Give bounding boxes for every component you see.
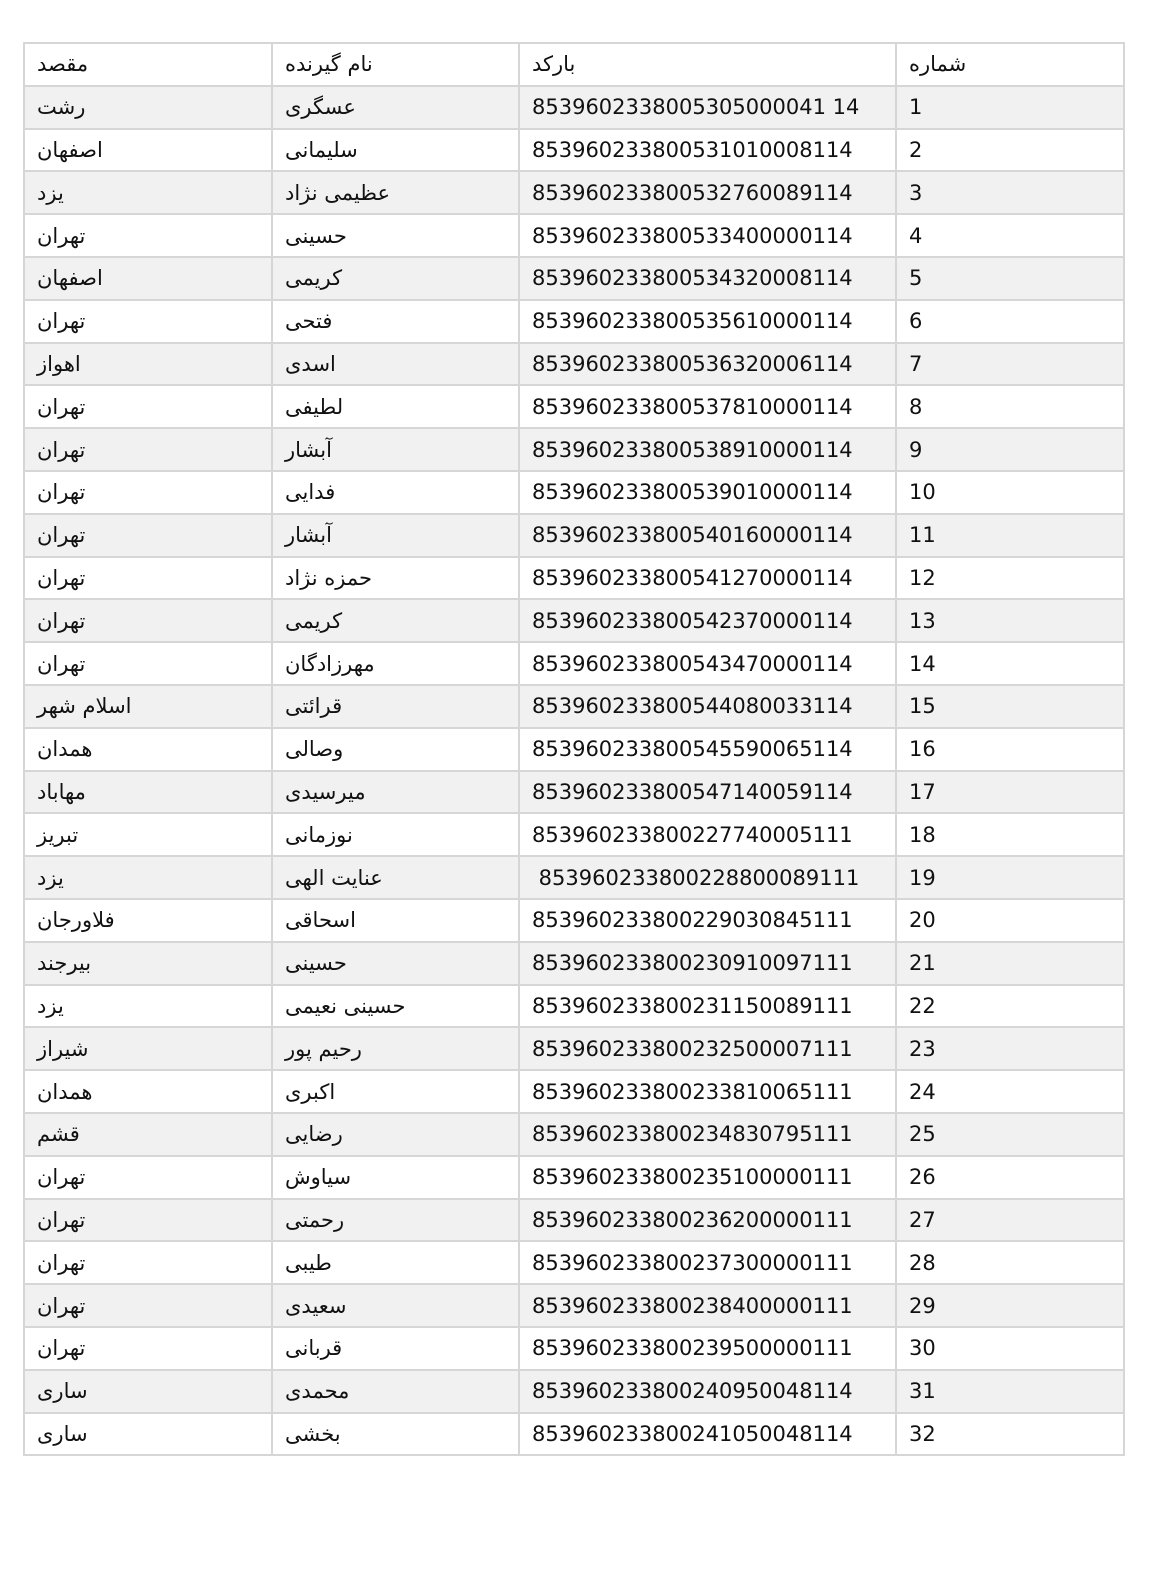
barcode-cell: 853960233800536320006114 (519, 343, 896, 386)
header-destination: مقصد (24, 43, 272, 86)
table-row (24, 1370, 1124, 1413)
recipient-cell: فتحی (272, 300, 519, 343)
recipient-cell: طیبی (272, 1241, 519, 1284)
recipient-cell: عسگری (272, 86, 519, 129)
number-cell: 16 (896, 728, 1124, 771)
table-row (24, 385, 1124, 428)
recipient-cell: اسدی (272, 343, 519, 386)
destination-cell: تهران (24, 557, 272, 600)
table-row (24, 557, 1124, 600)
table-row (24, 728, 1124, 771)
recipient-cell: حسینی (272, 214, 519, 257)
table-header-row (24, 43, 1124, 86)
number-cell: 31 (896, 1370, 1124, 1413)
destination-cell: یزد (24, 856, 272, 899)
recipient-cell: سلیمانی (272, 129, 519, 172)
barcode-cell: 853960233800240950048114 (519, 1370, 896, 1413)
number-cell: 12 (896, 557, 1124, 600)
recipient-cell: وصالی (272, 728, 519, 771)
table-row (24, 343, 1124, 386)
number-cell: 6 (896, 300, 1124, 343)
barcode-cell: 853960233800535610000114 (519, 300, 896, 343)
destination-cell: اصفهان (24, 129, 272, 172)
number-cell: 5 (896, 257, 1124, 300)
table-row (24, 428, 1124, 471)
recipient-cell: رضایی (272, 1113, 519, 1156)
table-row (24, 1070, 1124, 1113)
table-row (24, 856, 1124, 899)
recipient-cell: نوزمانی (272, 813, 519, 856)
destination-cell: اسلام شهر (24, 685, 272, 728)
recipient-cell: رحیم پور (272, 1027, 519, 1070)
table-row (24, 1199, 1124, 1242)
recipient-cell: اسحاقی (272, 899, 519, 942)
barcode-cell: 853960233800532760089114 (519, 171, 896, 214)
barcode-cell: 853960233800547140059114 (519, 771, 896, 814)
destination-cell: تهران (24, 1327, 272, 1370)
table-row (24, 599, 1124, 642)
barcode-cell: 853960233800541270000114 (519, 557, 896, 600)
destination-cell: یزد (24, 985, 272, 1028)
number-cell: 7 (896, 343, 1124, 386)
recipient-cell: سعیدی (272, 1284, 519, 1327)
table-row (24, 1413, 1124, 1456)
table-row (24, 771, 1124, 814)
number-cell: 24 (896, 1070, 1124, 1113)
number-cell: 11 (896, 514, 1124, 557)
recipient-cell: مهرزادگان (272, 642, 519, 685)
table-row (24, 1027, 1124, 1070)
barcode-cell: 853960233800229030845111 (519, 899, 896, 942)
number-cell: 4 (896, 214, 1124, 257)
barcode-cell: 853960233800544080033114 (519, 685, 896, 728)
destination-cell: تهران (24, 214, 272, 257)
number-cell: 25 (896, 1113, 1124, 1156)
barcode-cell: 853960233800231150089111 (519, 985, 896, 1028)
barcode-cell: 853960233800543470000114 (519, 642, 896, 685)
number-cell: 29 (896, 1284, 1124, 1327)
table-row (24, 471, 1124, 514)
number-cell: 23 (896, 1027, 1124, 1070)
table-row (24, 899, 1124, 942)
table-row (24, 985, 1124, 1028)
table-row (24, 514, 1124, 557)
barcode-cell: 853960233800230910097111 (519, 942, 896, 985)
recipient-cell: بخشی (272, 1413, 519, 1456)
barcode-cell: 853960233800233810065111 (519, 1070, 896, 1113)
number-cell: 3 (896, 171, 1124, 214)
destination-cell: تهران (24, 1241, 272, 1284)
destination-cell: تهران (24, 599, 272, 642)
destination-cell: تهران (24, 514, 272, 557)
recipient-cell: عنایت الهی (272, 856, 519, 899)
table-row (24, 300, 1124, 343)
destination-cell: تهران (24, 1284, 272, 1327)
barcode-cell: 853960233800538910000114 (519, 428, 896, 471)
destination-cell: تبریز (24, 813, 272, 856)
destination-cell: تهران (24, 300, 272, 343)
recipient-cell: لطیفی (272, 385, 519, 428)
recipient-cell: اکبری (272, 1070, 519, 1113)
destination-cell: مهاباد (24, 771, 272, 814)
destination-cell: همدان (24, 728, 272, 771)
table-row (24, 1113, 1124, 1156)
destination-cell: تهران (24, 428, 272, 471)
barcode-cell: 853960233800228800089111 (519, 856, 896, 899)
header-recipient: نام گیرنده (272, 43, 519, 86)
number-cell: 17 (896, 771, 1124, 814)
destination-cell: همدان (24, 1070, 272, 1113)
number-cell: 26 (896, 1156, 1124, 1199)
number-cell: 14 (896, 642, 1124, 685)
destination-cell: تهران (24, 1156, 272, 1199)
number-cell: 1 (896, 86, 1124, 129)
recipient-cell: حمزه نژاد (272, 557, 519, 600)
number-cell: 10 (896, 471, 1124, 514)
barcode-cell: 853960233800542370000114 (519, 599, 896, 642)
table-row (24, 942, 1124, 985)
table-row (24, 685, 1124, 728)
recipient-cell: حسینی (272, 942, 519, 985)
recipient-cell: قربانی (272, 1327, 519, 1370)
barcode-cell: 853960233800239500000111 (519, 1327, 896, 1370)
destination-cell: اهواز (24, 343, 272, 386)
table-row (24, 1284, 1124, 1327)
destination-cell: تهران (24, 642, 272, 685)
recipient-cell: کریمی (272, 257, 519, 300)
barcode-cell: 853960233800238400000111 (519, 1284, 896, 1327)
table-row (24, 171, 1124, 214)
table-row (24, 1156, 1124, 1199)
barcode-cell: 853960233800232500007111 (519, 1027, 896, 1070)
number-cell: 13 (896, 599, 1124, 642)
table-row (24, 214, 1124, 257)
table-row (24, 257, 1124, 300)
number-cell: 2 (896, 129, 1124, 172)
table-row (24, 642, 1124, 685)
barcode-cell: 853960233800534320008114 (519, 257, 896, 300)
barcode-cell: 853960233800540160000114 (519, 514, 896, 557)
table-row (24, 1327, 1124, 1370)
destination-cell: یزد (24, 171, 272, 214)
barcode-cell: 853960233800234830795111 (519, 1113, 896, 1156)
recipient-cell: حسینی نعیمی (272, 985, 519, 1028)
number-cell: 15 (896, 685, 1124, 728)
barcode-cell: 853960233800545590065114 (519, 728, 896, 771)
number-cell: 8 (896, 385, 1124, 428)
recipient-cell: کریمی (272, 599, 519, 642)
recipient-cell: میرسیدی (272, 771, 519, 814)
recipient-cell: قرائتی (272, 685, 519, 728)
barcode-cell: 853960233800227740005111 (519, 813, 896, 856)
header-barcode: بارکد (519, 43, 896, 86)
barcode-cell: 853960233800241050048114 (519, 1413, 896, 1456)
destination-cell: ساری (24, 1413, 272, 1456)
destination-cell: بیرجند (24, 942, 272, 985)
number-cell: 32 (896, 1413, 1124, 1456)
number-cell: 21 (896, 942, 1124, 985)
destination-cell: شیراز (24, 1027, 272, 1070)
recipient-cell: آبشار (272, 428, 519, 471)
number-cell: 27 (896, 1199, 1124, 1242)
destination-cell: اصفهان (24, 257, 272, 300)
table-row (24, 813, 1124, 856)
number-cell: 18 (896, 813, 1124, 856)
barcode-cell: 853960233800531010008114 (519, 129, 896, 172)
barcode-cell: 853960233800235100000111 (519, 1156, 896, 1199)
recipient-cell: آبشار (272, 514, 519, 557)
number-cell: 20 (896, 899, 1124, 942)
recipient-cell: محمدی (272, 1370, 519, 1413)
number-cell: 9 (896, 428, 1124, 471)
barcode-cell: 8539602338005305000041 14 (519, 86, 896, 129)
destination-cell: تهران (24, 385, 272, 428)
destination-cell: رشت (24, 86, 272, 129)
number-cell: 19 (896, 856, 1124, 899)
recipient-cell: سیاوش (272, 1156, 519, 1199)
barcode-cell: 853960233800237300000111 (519, 1241, 896, 1284)
recipient-cell: فدایی (272, 471, 519, 514)
destination-cell: ساری (24, 1370, 272, 1413)
recipient-cell: عظیمی نژاد (272, 171, 519, 214)
table-row (24, 129, 1124, 172)
table-row (24, 86, 1124, 129)
barcode-cell: 853960233800236200000111 (519, 1199, 896, 1242)
barcode-cell: 853960233800539010000114 (519, 471, 896, 514)
destination-cell: قشم (24, 1113, 272, 1156)
header-number: شماره (896, 43, 1124, 86)
barcode-cell: 853960233800537810000114 (519, 385, 896, 428)
barcode-cell: 853960233800533400000114 (519, 214, 896, 257)
recipient-cell: رحمتی (272, 1199, 519, 1242)
table-row (24, 1241, 1124, 1284)
number-cell: 28 (896, 1241, 1124, 1284)
destination-cell: تهران (24, 471, 272, 514)
destination-cell: فلاورجان (24, 899, 272, 942)
shipments-table (23, 42, 1125, 1456)
number-cell: 30 (896, 1327, 1124, 1370)
number-cell: 22 (896, 985, 1124, 1028)
destination-cell: تهران (24, 1199, 272, 1242)
